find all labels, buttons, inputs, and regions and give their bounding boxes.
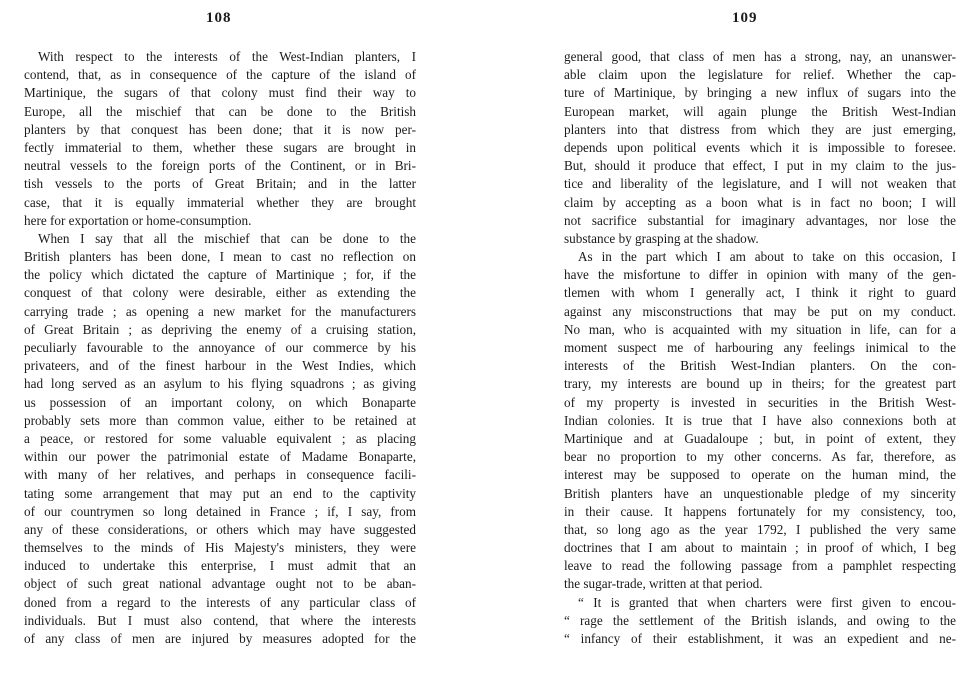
text-line: Europe, all the mischief that can be done to the British — [24, 103, 416, 119]
text-line: had long served as an asylum to his flying squadrons ; as giving — [24, 376, 416, 392]
text-line: tating some arrangement that may put an end to the captivity — [24, 485, 416, 501]
text-line: peculiarly favourable to the annoyance of our commerce by his — [24, 340, 416, 355]
text-line: the policy which dictated the capture of Martinique ; for, if the — [24, 267, 416, 283]
text-line: substance by grasping at the shadow. — [564, 230, 759, 246]
text-line: With respect to the interests of the West-Indian planters, I — [38, 49, 416, 64]
text-line: British planters have an unquestionable pledge of my sincerity — [564, 485, 956, 501]
text-line: ture of Martinique, by bringing a new influx of sugars into the — [564, 85, 956, 101]
text-line: Indian colonies. It is true that I have also connexions both at — [564, 412, 956, 428]
text-line: of Great Britain ; as depriving the enemy of a cruising station, — [24, 321, 416, 337]
text-line: privateers, and of the finest harbour in the West Indies, which — [24, 358, 416, 374]
text-line: “ infancy of their establishment, it was an expedient and ne- — [564, 631, 956, 646]
text-line: depends upon political events which it is impossible to foresee. — [564, 139, 956, 155]
text-line: leave to read the following passage from a pamphlet respecting — [564, 558, 956, 574]
text-line: of my property is invested in securities in the British West- — [564, 394, 956, 410]
text-line: “ It is granted that when charters were first given to encou- — [578, 594, 956, 610]
text-line: induced to undertake this enterprise, I must admit that an — [24, 558, 416, 574]
page-number: 109 — [732, 10, 758, 26]
text-line: individuals. But I must also contend, that where the interests — [24, 612, 416, 628]
text-line: When I say that all the mischief that can be done to the — [38, 230, 416, 246]
text-line: general good, that class of men has a strong, nay, an unanswer- — [564, 49, 956, 64]
text-line: doned from a regard to the interests of any particular class of — [24, 594, 416, 610]
text-line: any of these considerations, or others which may have suggested — [24, 521, 416, 537]
text-line: in their cause. It happens fortunately for my consistency, too, — [564, 503, 956, 519]
text-line: Martinique and at Guadaloupe ; but, in point of extent, they — [564, 430, 956, 446]
text-line: of any class of men are injured by measures adopted for the — [24, 631, 416, 646]
text-line: bear no proportion to my other concerns. As far, therefore, as — [564, 449, 956, 465]
text-line: not sacrifice substantial for imaginary advantages, nor lose the — [564, 212, 956, 228]
text-line: interest may be supposed to operate on the human mind, the — [564, 467, 956, 483]
text-line: contend, that, as in consequence of the capture of the island of — [24, 67, 416, 83]
text-line: European market, will again plunge the British West-Indian — [564, 103, 956, 119]
page-body — [564, 48, 956, 648]
text-line: probably sets more than common value, either to be retained at — [24, 412, 416, 428]
text-line: of our countrymen so long detained in France ; if, I say, from — [24, 503, 416, 519]
page-number: 108 — [206, 10, 232, 26]
text-line: interests of the British West-Indian planters. On the con- — [564, 358, 956, 374]
text-line: fectly immaterial to them, whether these sugars are brought in — [24, 139, 416, 155]
text-line: us possession of an important colony, on which Bonaparte — [24, 394, 416, 410]
text-line: case, that it is equally immaterial whether they are brought — [24, 194, 416, 210]
text-line: here for exportation or home-consumption. — [24, 212, 252, 228]
text-line: claim by accepting as a boon what is in fact no boon; I will — [564, 194, 956, 210]
text-line: But, should it produce that effect, I put in my claim to the jus- — [564, 158, 956, 174]
text-line: “ rage the settlement of the British islands, and owing to the — [564, 612, 956, 628]
text-line: As in the part which I am about to take on this occasion, I — [578, 249, 956, 265]
text-line: able claim upon the legislature for relief. Whether the cap- — [564, 67, 956, 83]
text-line: Martinique, the sugars of that colony must find their way to — [24, 85, 416, 101]
page-body — [24, 48, 416, 648]
text-line: have the misfortune to differ in opinion with many of the gen- — [564, 267, 956, 283]
text-line: neutral vessels to the foreign ports of the Continent, or in Bri- — [24, 158, 416, 174]
text-line: object of such great national advantage ought not to be aban- — [24, 576, 416, 592]
text-line: the sugar-trade, written at that period. — [564, 576, 763, 592]
text-line: that, so long ago as the year 1792, I published the very same — [564, 521, 956, 537]
text-line: British planters has been done, I mean to cast no reflection on — [24, 249, 416, 265]
text-line: planters by that conquest has been done; that it is now per- — [24, 121, 416, 137]
text-line: moment suspect me of harbouring any feelings inimical to the — [564, 340, 956, 355]
text-line: tlemen with whom I generally act, I think it right to guard — [564, 285, 956, 301]
text-line: within our power the patrimonial estate of Madame Bonaparte, — [24, 449, 416, 465]
text-line: themselves to the minds of His Majesty's ministers, they were — [24, 540, 416, 556]
text-line: with many of her relatives, and perhaps in consequence facili- — [24, 467, 416, 483]
text-line: conquest of that colony were desirable, either as extending the — [24, 285, 416, 301]
text-line: against any misconstructions that may be put on my conduct. — [564, 303, 956, 319]
text-line: tish vessels to the ports of Great Britain; and in the latter — [24, 176, 416, 192]
text-line: tice and liberality of the legislature, and I will not weaken that — [564, 176, 956, 192]
text-line: No man, who is acquainted with my situation in life, can for a — [564, 321, 956, 337]
right-page — [490, 0, 980, 675]
text-line: doctrines that I am about to maintain ; in proof of which, I beg — [564, 540, 956, 556]
text-line: trary, my interests are bound up in theirs; for the greatest part — [564, 376, 956, 392]
text-line: carrying trade ; as opening a new market for the manufacturers — [24, 303, 416, 319]
text-line: planters into that distress from which they are just emerging, — [564, 121, 956, 137]
text-line: a peace, or restored for some valuable equivalent ; as placing — [24, 430, 416, 446]
